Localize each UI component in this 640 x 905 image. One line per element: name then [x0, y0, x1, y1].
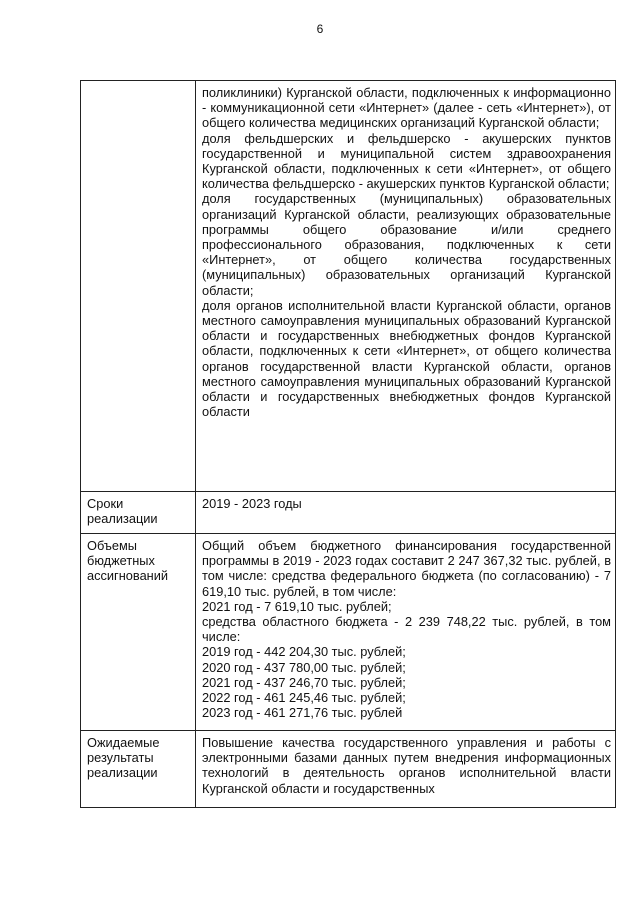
indicator-text: поликлиники) Курганской области, подключенных к информационно - коммуникационной сети «Интернет» (далее - сеть «Интернет»), от общего количества медицинских организаций Курганской области;: [202, 85, 611, 131]
table-row-results: [81, 731, 616, 808]
row-label-budget: Объемы бюджетных ассигнований: [81, 534, 196, 731]
budget-line: 2022 год - 461 245,46 тыс. рублей;: [202, 690, 406, 706]
row-content-indicators: [196, 81, 616, 492]
table-row-indicators: [81, 81, 616, 492]
row-label-results: Ожидаемые результаты реализации: [81, 731, 196, 808]
indicator-text: доля фельдшерских и фельдшерско - акушерских пунктов государственной и муниципальной систем здравоохранения Курганской области, подключенных к сети «Интернет», от общего количества фельдшерско - акушерских пунктов Курганской области;: [202, 130, 611, 192]
row-content-period: [196, 492, 616, 534]
budget-line: 2023 год - 461 271,76 тыс. рублей: [202, 705, 403, 721]
row-label-period: Сроки реализации: [81, 492, 196, 534]
period-text: 2019 - 2023 годы: [202, 496, 302, 511]
table-row-period: [81, 492, 616, 534]
program-passport-table: [80, 80, 616, 808]
budget-total-text: Общий объем бюджетного финансирования государственной программы в 2019 - 2023 годах составит 2 247 367,32 тыс. рублей, в том числе: средства федерального бюджета (по согласованию) - 7 619,10 тыс. рублей, в том числе:: [202, 538, 611, 599]
row-label-indicators: [81, 81, 196, 492]
row-content-budget: [196, 534, 616, 731]
results-text: Повышение качества государственного управления и работы с электронными базами данных путем внедрения информационных технологий в деятельность органов исполнительной власти Курганской области и государственных: [202, 735, 611, 796]
budget-line: 2021 год - 7 619,10 тыс. рублей;: [202, 598, 392, 614]
budget-line: 2020 год - 437 780,00 тыс. рублей;: [202, 659, 406, 675]
indicator-text: доля государственных (муниципальных) образовательных организаций Курганской области, реализующих образовательные программы общего образование и/или среднего профессионального образования, подключенных к сети «Интернет», от общего количества государственных (муниципальных) образовательных организаций Курганской области;: [202, 191, 611, 298]
budget-regional-text: средства областного бюджета - 2 239 748,22 тыс. рублей, в том числе:: [202, 614, 611, 645]
budget-line: 2019 год - 442 204,30 тыс. рублей;: [202, 644, 406, 660]
indicator-text: доля органов исполнительной власти Курганской области, органов местного самоуправления муниципальных образований Курганской области и государственных внебюджетных фондов Курганской области, подключенных к сети «Интернет», от общего количества органов государственной власти Курганской области, органов местного самоуправления муниципальных образований Курганской области и государственных внебюджетных фондов Курганской области: [202, 297, 611, 420]
table-row-budget: [81, 534, 616, 731]
row-content-results: [196, 731, 616, 808]
budget-line: 2021 год - 437 246,70 тыс. рублей;: [202, 674, 406, 690]
page-number: 6: [316, 22, 324, 36]
